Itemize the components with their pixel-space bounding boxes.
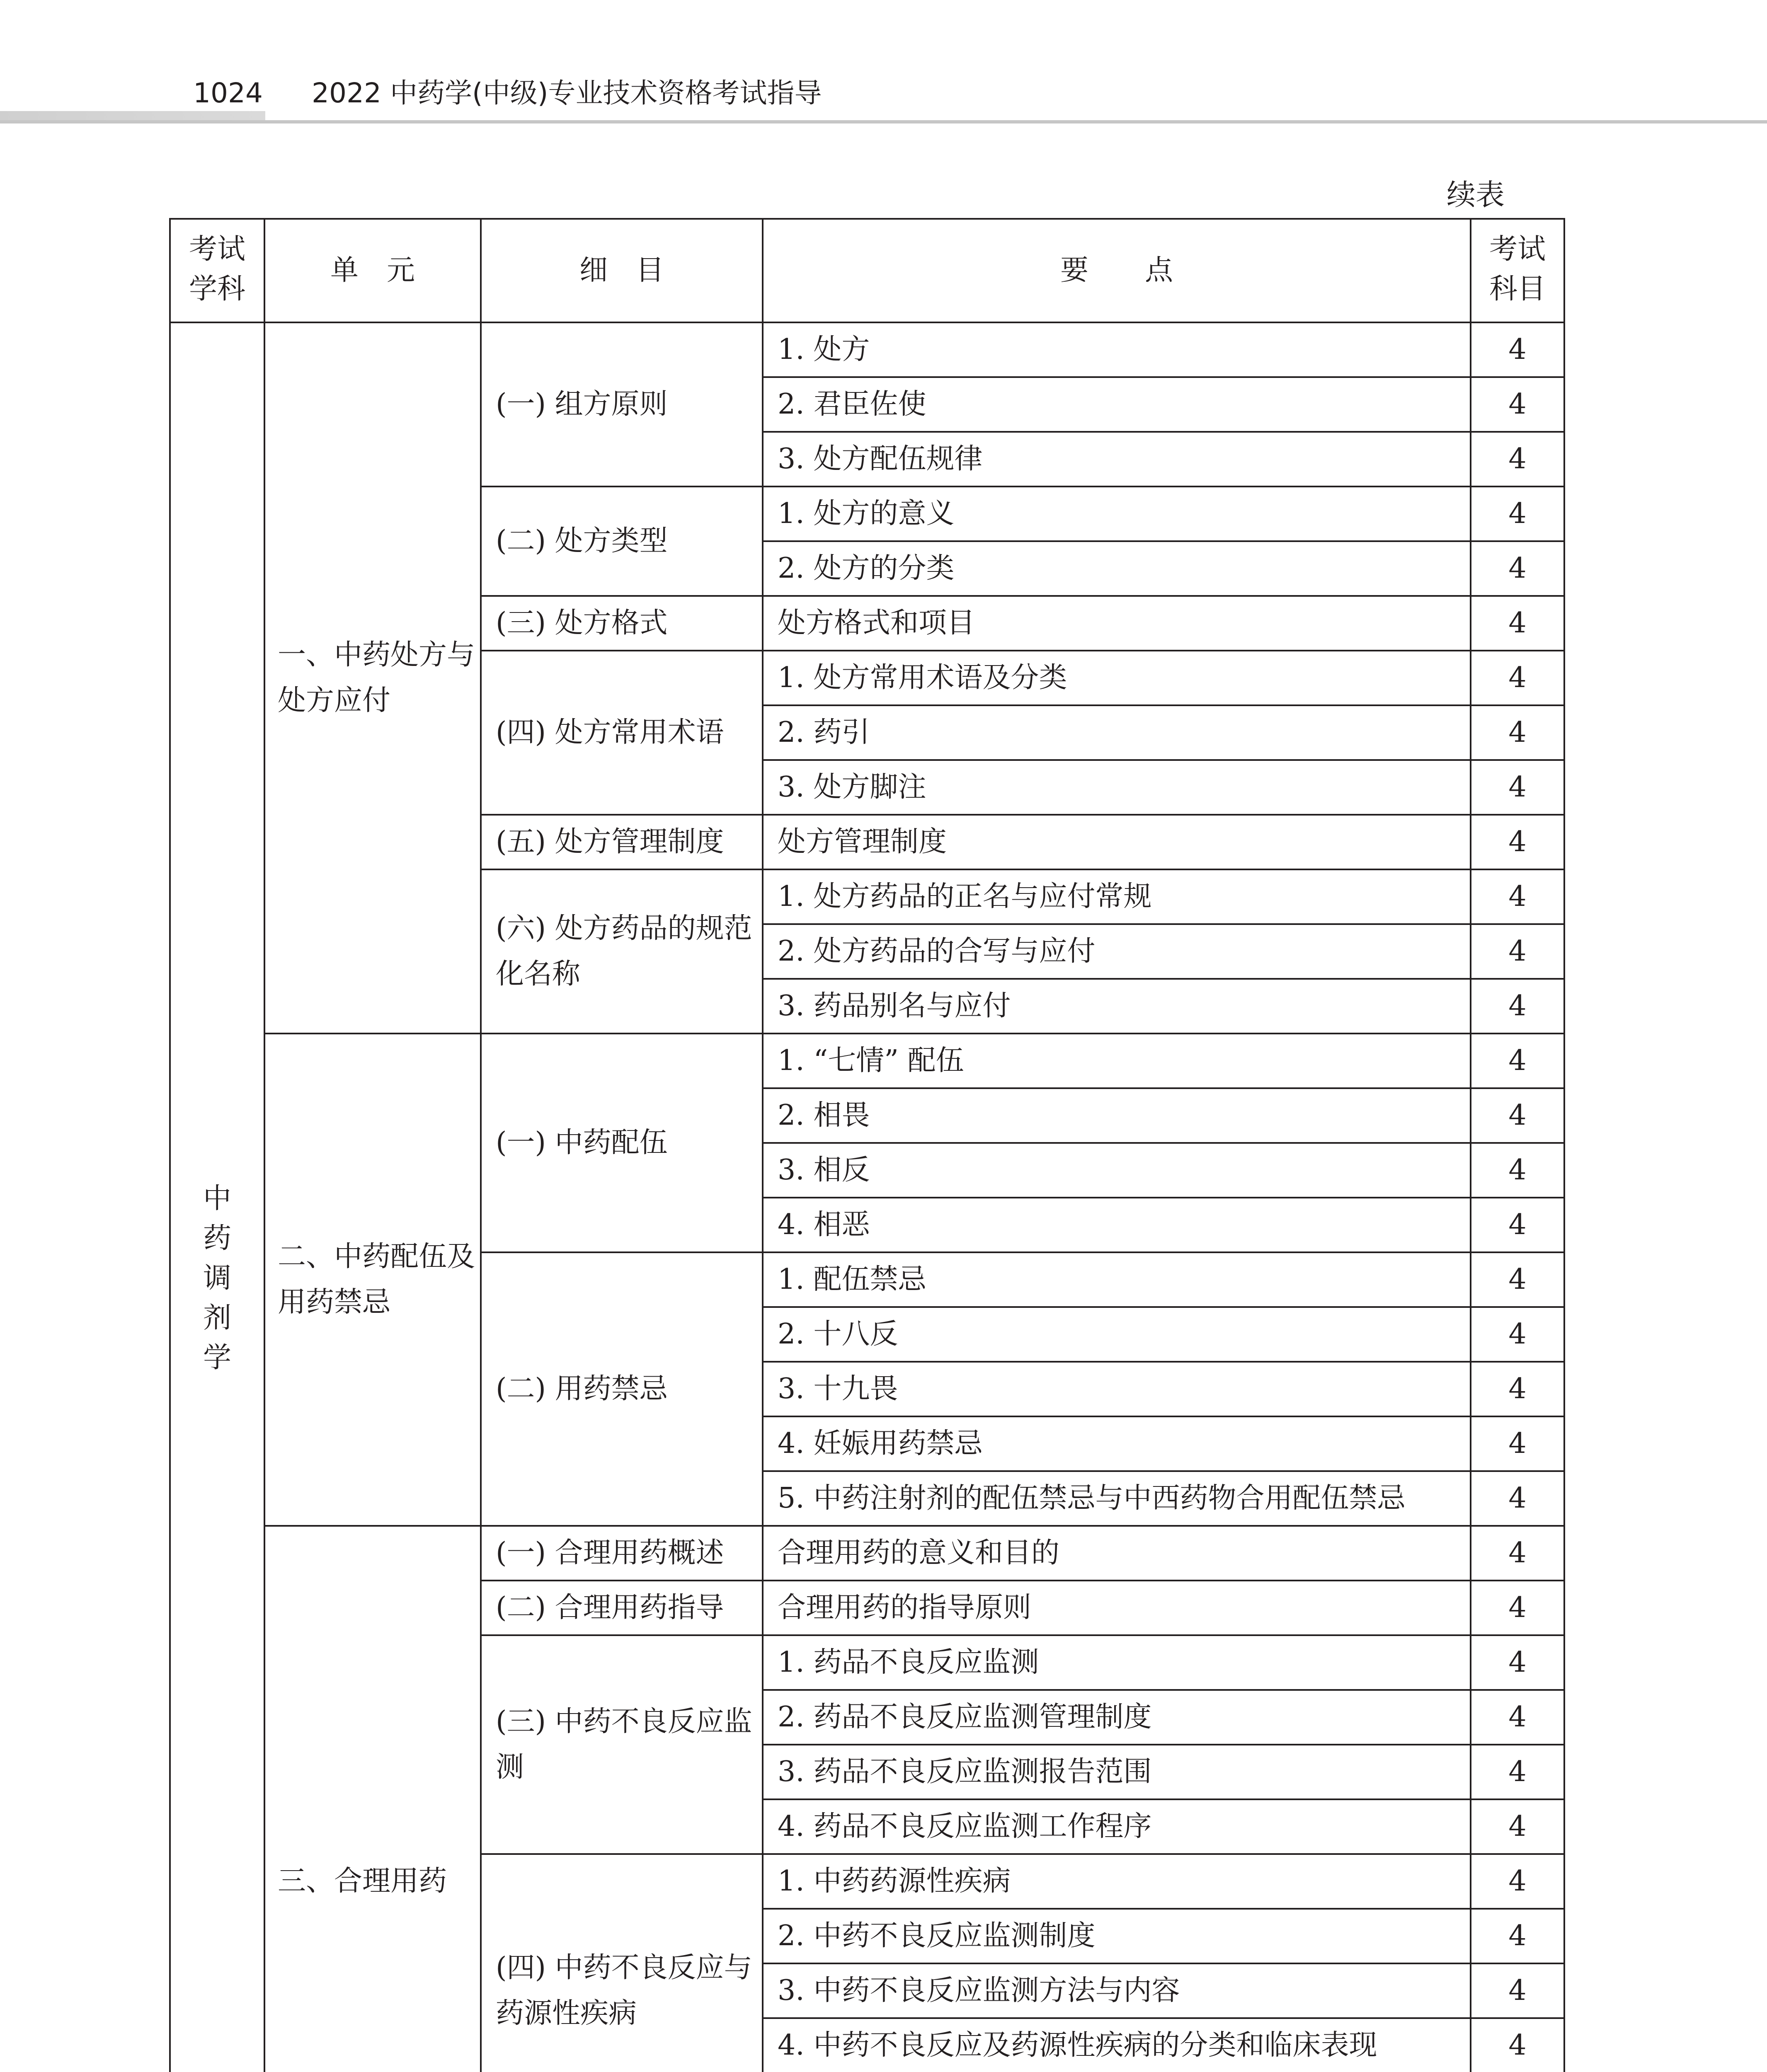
table-header-row bbox=[170, 219, 1564, 322]
item-cell: (一) 组方原则 bbox=[481, 322, 763, 487]
header-subject: 考试学科 bbox=[170, 219, 264, 322]
exam-subject-cell: 4 bbox=[1471, 1307, 1564, 1362]
exam-subject-cell: 4 bbox=[1471, 2018, 1564, 2072]
exam-subject-cell: 4 bbox=[1471, 1416, 1564, 1471]
point-cell: 5. 中药注射剂的配伍禁忌与中西药物合用配伍禁忌 bbox=[763, 1471, 1471, 1526]
exam-subject-cell: 4 bbox=[1471, 1745, 1564, 1799]
point-cell: 2. 药引 bbox=[763, 705, 1471, 760]
exam-subject-cell: 4 bbox=[1471, 1963, 1564, 2018]
book-title: 2022 中药学(中级)专业技术资格考试指导 bbox=[312, 77, 822, 109]
point-cell: 3. 药品别名与应付 bbox=[763, 979, 1471, 1034]
exam-subject-cell: 4 bbox=[1471, 815, 1564, 869]
subject-cell bbox=[170, 322, 264, 2072]
item-cell: (三) 中药不良反应监测 bbox=[481, 1635, 763, 1854]
item-cell: (三) 处方格式 bbox=[481, 596, 763, 651]
point-cell: 4. 药品不良反应监测工作程序 bbox=[763, 1799, 1471, 1854]
point-cell: 2. 十八反 bbox=[763, 1307, 1471, 1362]
exam-subject-cell: 4 bbox=[1471, 705, 1564, 760]
point-cell: 1. 处方 bbox=[763, 322, 1471, 377]
exam-subject-cell: 4 bbox=[1471, 1690, 1564, 1745]
header-rule bbox=[0, 120, 1767, 123]
item-cell: (一) 中药配伍 bbox=[481, 1034, 763, 1252]
exam-subject-cell: 4 bbox=[1471, 1526, 1564, 1581]
point-cell: 2. 处方药品的合写与应付 bbox=[763, 924, 1471, 979]
item-cell: (六) 处方药品的规范化名称 bbox=[481, 869, 763, 1034]
point-cell: 2. 相畏 bbox=[763, 1088, 1471, 1143]
item-cell: (五) 处方管理制度 bbox=[481, 815, 763, 869]
point-cell: 3. 药品不良反应监测报告范围 bbox=[763, 1745, 1471, 1799]
point-cell: 3. 相反 bbox=[763, 1143, 1471, 1198]
page-number: 1024 bbox=[193, 77, 263, 109]
unit-cell: 一、中药处方与处方应付 bbox=[264, 322, 481, 1034]
unit-cell: 三、合理用药 bbox=[264, 1526, 481, 2072]
item-cell: (二) 合理用药指导 bbox=[481, 1581, 763, 1635]
header-exam: 考试科目 bbox=[1471, 219, 1564, 322]
item-cell: (二) 用药禁忌 bbox=[481, 1252, 763, 1526]
point-cell: 3. 中药不良反应监测方法与内容 bbox=[763, 1963, 1471, 2018]
exam-subject-cell: 4 bbox=[1471, 1034, 1564, 1088]
exam-subject-cell: 4 bbox=[1471, 1088, 1564, 1143]
point-cell: 4. 相恶 bbox=[763, 1198, 1471, 1252]
exam-subject-cell: 4 bbox=[1471, 651, 1564, 705]
point-cell: 1. “七情” 配伍 bbox=[763, 1034, 1471, 1088]
point-cell: 2. 中药不良反应监测制度 bbox=[763, 1909, 1471, 1963]
exam-subject-cell: 4 bbox=[1471, 322, 1564, 377]
exam-subject-cell: 4 bbox=[1471, 1635, 1564, 1690]
point-cell: 1. 药品不良反应监测 bbox=[763, 1635, 1471, 1690]
point-cell: 合理用药的指导原则 bbox=[763, 1581, 1471, 1635]
item-cell: (四) 处方常用术语 bbox=[481, 651, 763, 815]
exam-subject-cell: 4 bbox=[1471, 1143, 1564, 1198]
point-cell: 处方格式和项目 bbox=[763, 596, 1471, 651]
exam-subject-cell: 4 bbox=[1471, 760, 1564, 815]
point-cell: 4. 妊娠用药禁忌 bbox=[763, 1416, 1471, 1471]
exam-subject-cell: 4 bbox=[1471, 1854, 1564, 1909]
syllabus-table bbox=[169, 218, 1565, 2072]
table-row bbox=[170, 1034, 1564, 1088]
subject-label: 中药调剂学 bbox=[203, 1182, 231, 1374]
continued-label: 续表 bbox=[1447, 178, 1505, 212]
item-cell: (二) 处方类型 bbox=[481, 487, 763, 596]
point-cell: 1. 配伍禁忌 bbox=[763, 1252, 1471, 1307]
item-cell: (一) 合理用药概述 bbox=[481, 1526, 763, 1581]
exam-subject-cell: 4 bbox=[1471, 377, 1564, 432]
exam-subject-cell: 4 bbox=[1471, 1362, 1564, 1416]
item-cell: (四) 中药不良反应与药源性疾病 bbox=[481, 1854, 763, 2072]
exam-subject-cell: 4 bbox=[1471, 487, 1564, 541]
point-cell: 1. 中药药源性疾病 bbox=[763, 1854, 1471, 1909]
header-unit: 单 元 bbox=[264, 219, 481, 322]
point-cell: 2. 君臣佐使 bbox=[763, 377, 1471, 432]
point-cell: 2. 药品不良反应监测管理制度 bbox=[763, 1690, 1471, 1745]
header-points: 要 点 bbox=[763, 219, 1471, 322]
point-cell: 1. 处方常用术语及分类 bbox=[763, 651, 1471, 705]
point-cell: 3. 处方配伍规律 bbox=[763, 432, 1471, 487]
point-cell: 4. 中药不良反应及药源性疾病的分类和临床表现 bbox=[763, 2018, 1471, 2072]
exam-subject-cell: 4 bbox=[1471, 432, 1564, 487]
exam-subject-cell: 4 bbox=[1471, 1581, 1564, 1635]
table-row bbox=[170, 1526, 1564, 1581]
table-row bbox=[170, 322, 1564, 377]
exam-subject-cell: 4 bbox=[1471, 1252, 1564, 1307]
point-cell: 2. 处方的分类 bbox=[763, 541, 1471, 596]
exam-subject-cell: 4 bbox=[1471, 924, 1564, 979]
exam-subject-cell: 4 bbox=[1471, 1799, 1564, 1854]
point-cell: 3. 十九畏 bbox=[763, 1362, 1471, 1416]
point-cell: 1. 处方药品的正名与应付常规 bbox=[763, 869, 1471, 924]
exam-subject-cell: 4 bbox=[1471, 979, 1564, 1034]
point-cell: 处方管理制度 bbox=[763, 815, 1471, 869]
unit-cell: 二、中药配伍及用药禁忌 bbox=[264, 1034, 481, 1526]
exam-subject-cell: 4 bbox=[1471, 541, 1564, 596]
point-cell: 3. 处方脚注 bbox=[763, 760, 1471, 815]
point-cell: 1. 处方的意义 bbox=[763, 487, 1471, 541]
header-item: 细 目 bbox=[481, 219, 763, 322]
exam-subject-cell: 4 bbox=[1471, 869, 1564, 924]
point-cell: 合理用药的意义和目的 bbox=[763, 1526, 1471, 1581]
exam-subject-cell: 4 bbox=[1471, 1909, 1564, 1963]
exam-subject-cell: 4 bbox=[1471, 1198, 1564, 1252]
exam-subject-cell: 4 bbox=[1471, 1471, 1564, 1526]
exam-subject-cell: 4 bbox=[1471, 596, 1564, 651]
